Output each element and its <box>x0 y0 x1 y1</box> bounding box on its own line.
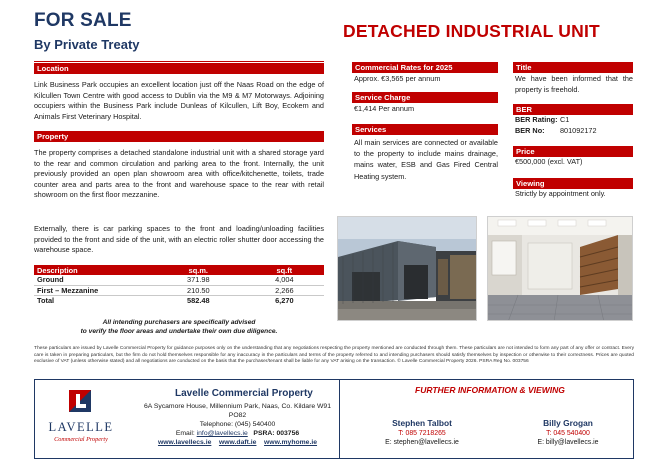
lavellecs-web-link[interactable]: www.lavellecs.ie <box>157 439 212 446</box>
row-sqm: 210.50 <box>152 285 245 295</box>
interior-photo <box>487 216 633 321</box>
row-sqm: 371.98 <box>152 275 245 285</box>
row-sqft: 6,270 <box>275 295 294 305</box>
further-info-heading: FURTHER INFORMATION & VIEWING <box>415 385 565 395</box>
table-row-total <box>34 295 324 305</box>
property-heading: Property <box>34 131 324 142</box>
property-external: Externally, there is car parking spaces to the front and loading/unloading facilities provided to the front and side of the unit, with an electric roller shutter door accessing the warehouse space. <box>34 224 324 255</box>
row-sqft: 2,266 <box>245 285 324 295</box>
row-label: Total <box>37 295 55 305</box>
agent-footer <box>34 379 634 459</box>
title-heading: Title <box>513 62 633 73</box>
sale-method: By Private Treaty <box>34 37 140 52</box>
col-sqm: sq.m. <box>152 265 245 275</box>
service-charge-text: €1,414 Per annum <box>354 104 415 113</box>
agent-billy <box>513 418 623 447</box>
due-diligence-note <box>34 318 324 336</box>
myhome-web-link[interactable]: www.myhome.ie <box>264 439 318 446</box>
legal-disclaimer: These particulars are issued by Lavelle Commercial Property for guidance purposes only on the understanding that any negotiations respecting the property mentioned are conducted through them. These particulars are not intended to form any part of any offer or contract. Every care is taken in preparing particulars, but the firm do not hold themselves responsible for any inaccuracy in the particulars and terms of the property referred to and intending purchasers should satisfy themselves by inspection or otherwise to their correctness. Prices are quoted exclusive of VAT (unless otherwise stated) and all negotiations are conducted on the basis that the purchaser/tenant shall be liable for any VAT arising on the transaction. © Lavelle Commercial Property 2026. PSRA Reg No. 003756 <box>34 346 634 364</box>
agent-stephen <box>367 418 477 447</box>
ber-rating-row <box>515 115 633 126</box>
logo-wordmark: LAVELLE <box>48 420 114 434</box>
note-line-2: to verify the floor areas and undertake their own due diligence. <box>80 328 278 335</box>
price-text: €500,000 (excl. VAT) <box>515 157 583 166</box>
property-title: DETACHED INDUSTRIAL UNIT <box>343 21 600 41</box>
services-heading: Services <box>352 124 498 135</box>
firm-email-link[interactable]: info@lavellecs.ie <box>196 430 248 437</box>
agent-email[interactable]: E: stephen@lavellecs.ie <box>385 439 459 446</box>
rates-text: Approx. €3,565 per annum <box>354 74 441 83</box>
table-row <box>34 275 324 285</box>
psra-number: PSRA: 003756 <box>253 430 300 437</box>
note-line-1: All intending purchasers are specifically advised <box>102 319 256 326</box>
service-charge-heading: Service Charge <box>352 92 498 103</box>
logo-subtitle: Commercial Property <box>54 436 108 443</box>
location-heading: Location <box>34 63 324 74</box>
web-links <box>144 438 331 447</box>
lavelle-logo <box>35 380 127 458</box>
ber-rating-value: C1 <box>560 115 570 124</box>
title-text: We have been informed that the property is freehold. <box>515 74 633 94</box>
row-sqft: 4,004 <box>245 275 324 285</box>
agent-phone: T: 085 7218265 <box>398 430 446 437</box>
agent-name: Billy Grogan <box>543 418 593 428</box>
firm-address: 6A Sycamore House, Millennium Park, Naas, Co. Kildare W91 PO82 <box>144 403 331 419</box>
for-sale-heading: FOR SALE <box>34 10 132 31</box>
lavelle-logo-mark <box>35 380 127 458</box>
interior-photo-image <box>488 217 633 321</box>
ber-rating-label: BER Rating: <box>515 115 558 124</box>
viewing-heading: Viewing <box>513 178 633 189</box>
ber-number-label: BER No: <box>515 126 545 135</box>
header-divider <box>34 61 324 62</box>
floor-area-table <box>34 265 324 305</box>
daft-web-link[interactable]: www.daft.ie <box>218 439 257 446</box>
agent-phone: T: 045 540400 <box>546 430 590 437</box>
row-sqm: 582.48 <box>187 295 210 305</box>
col-sqft: sq.ft <box>245 265 324 275</box>
table-row <box>34 285 324 295</box>
property-description: The property comprises a detached standalone industrial unit with a shared storage yard to the rear and common circulation and parking area to the front. Internally, the unit previously provided an open plan showroom area with office/kitchenette, toilets, trade counter area and parts area to the front and warehouse space to the rear with retail showroom on the first floor mezzanine. <box>34 148 324 200</box>
row-label: Ground <box>34 275 152 285</box>
rates-heading: Commercial Rates for 2025 <box>352 62 498 73</box>
services-text: All main services are connected or available to the property to include mains drainage, mains water, ESB and Gas Fired Central Heating system. <box>354 138 498 181</box>
agent-name: Stephen Talbot <box>392 418 452 428</box>
ber-number-row <box>515 126 633 137</box>
row-label: First – Mezzanine <box>34 285 152 295</box>
firm-name: Lavelle Commercial Property <box>175 388 313 399</box>
exterior-photo <box>337 216 477 321</box>
ber-number-value: 801092172 <box>560 126 597 135</box>
firm-telephone: Telephone: (045) 540400 <box>199 421 276 428</box>
price-heading: Price <box>513 146 633 157</box>
footer-divider <box>339 380 340 458</box>
exterior-photo-image <box>338 217 477 321</box>
agent-email[interactable]: E: billy@lavellecs.ie <box>537 439 599 446</box>
table-header-row <box>34 265 324 275</box>
firm-contact <box>144 402 331 447</box>
viewing-text: Strictly by appointment only. <box>515 189 606 198</box>
ber-heading: BER <box>513 104 633 115</box>
col-description: Description <box>34 265 152 275</box>
email-label: Email: <box>175 430 195 437</box>
firm-email-row <box>144 429 331 438</box>
location-text: Link Business Park occupies an excellent location just off the Naas Road on the edge of Kilcullen Town Centre with good access to Dublin via the M9 & M7 Motorways. Adjoining occupiers within the Business Park include Dunleas of Kilcullen, Lift Boy, Ecokem and Animals First Veterinary Hospital. <box>34 80 324 121</box>
